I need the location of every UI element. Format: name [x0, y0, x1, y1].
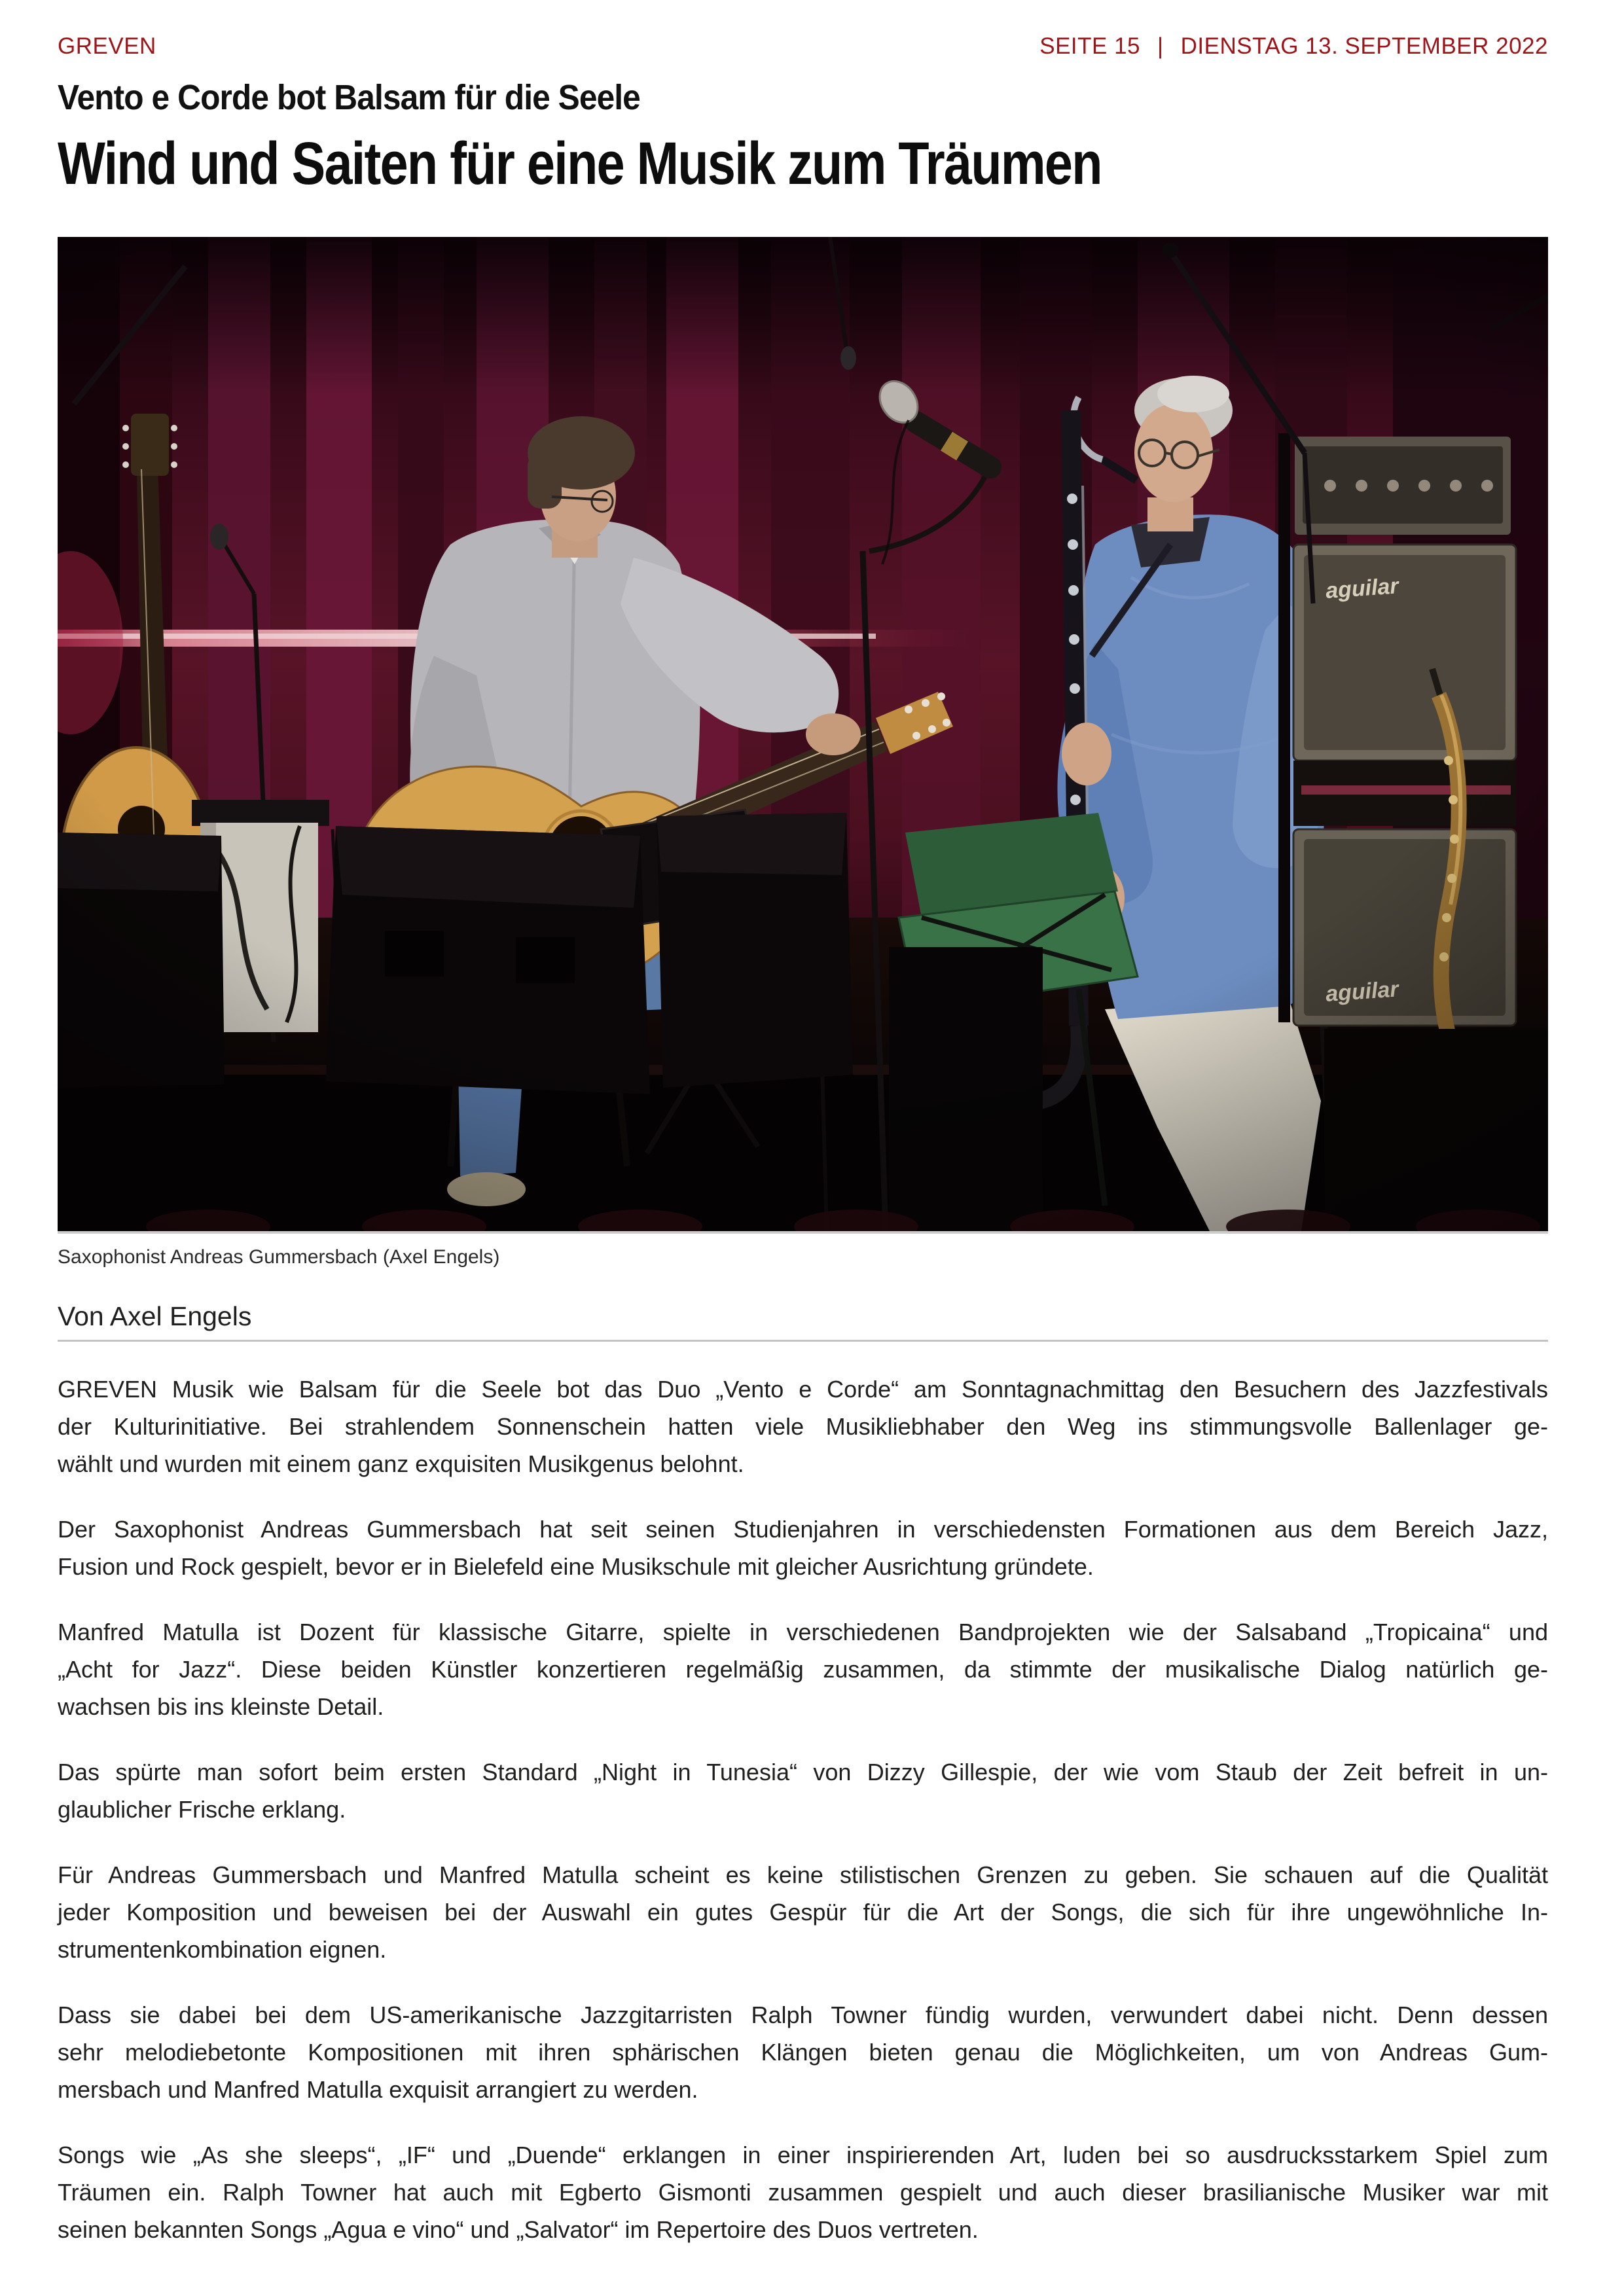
photo-vignette [58, 237, 1548, 1231]
paragraph-line: „Acht for Jazz“. Diese beiden Künstler konzertieren regelmäßig zusammen, da stimmte der musikalische Dialog natürlich ge- [58, 1656, 1548, 1683]
section-label: GREVEN [58, 33, 156, 59]
paragraph-line: Für Andreas Gummersbach und Manfred Matulla scheint es keine stilistischen Grenzen zu geben. Sie schauen auf die Qualität [58, 1861, 1548, 1888]
paragraph [58, 1613, 1548, 1725]
paragraph-line: Manfred Matulla ist Dozent für klassische Gitarre, spielte in verschiedenen Bandprojekten wie der Salsaband „Tropicaina“ und [58, 1619, 1548, 1645]
paragraph-line: Songs wie „As she sleeps“, „IF“ und „Duende“ erklangen in einer inspirierenden Art, luden bei so ausdrucksstarkem Spiel zum [58, 2142, 1548, 2168]
paragraph [58, 1996, 1548, 2108]
paragraph-line: der Kulturinitiative. Bei strahlendem Sonnenschein hatten viele Musikliebhaber den Weg ins stimmungsvolle Ballenlager ge- [58, 1413, 1548, 1440]
paragraph [58, 1511, 1548, 1585]
page-root [58, 0, 1548, 2248]
paragraph-line: glaublicher Frische erklang. [58, 1796, 346, 1823]
paragraph-line: Das spürte man sofort beim ersten Standard „Night in Tunesia“ von Dizzy Gillespie, der wie vom Staub der Zeit befreit in un- [58, 1759, 1548, 1785]
paragraph-line: jeder Komposition und beweisen bei der Auswahl ein gutes Gespür für die Art der Songs, die sich für ihre ungewöhnliche In- [58, 1899, 1548, 1926]
article-body [58, 1371, 1548, 2248]
page-header [58, 0, 1548, 60]
photo-caption: Saxophonist Andreas Gummersbach (Axel Engels) [58, 1246, 500, 1268]
kicker: Vento e Corde bot Balsam für die Seele [58, 78, 640, 117]
page-number-label: SEITE 15 [1039, 33, 1141, 59]
paragraph-line: mersbach und Manfred Matulla exquisit arrangiert zu werden. [58, 2076, 698, 2103]
paragraph-line: seinen bekannten Songs „Agua e vino“ und „Salvator“ im Repertoire des Duos vertreten. [58, 2216, 979, 2243]
paragraph-line: Fusion und Rock gespielt, bevor er in Bielefeld eine Musikschule mit gleicher Ausrichtung gründete. [58, 1553, 1094, 1580]
paragraph-line: Der Saxophonist Andreas Gummersbach hat seit seinen Studienjahren in verschiedensten Formationen aus dem Bereich Jazz, [58, 1516, 1548, 1543]
paragraph-line: sehr melodiebetonte Kompositionen mit ihren sphärischen Klängen bieten genau die Möglichkeiten, um von Andreas Gum- [58, 2039, 1548, 2066]
paragraph-line: strumentenkombination eignen. [58, 1936, 387, 1963]
paragraph-line: Träumen ein. Ralph Towner hat auch mit Egberto Gismonti zusammen gespielt und auch dieser brasilianische Musiker war mit [58, 2179, 1548, 2206]
issue-date: DIENSTAG 13. SEPTEMBER 2022 [1180, 33, 1548, 59]
page-info [1039, 33, 1548, 60]
paragraph [58, 1753, 1548, 1828]
paragraph [58, 2136, 1548, 2248]
article-photo [58, 237, 1548, 1234]
byline: Von Axel Engels [58, 1300, 1548, 1342]
paragraph-line: wachsen bis ins kleinste Detail. [58, 1693, 384, 1720]
paragraph [58, 1856, 1548, 1968]
paragraph-line: Dass sie dabei bei dem US-amerikanische Jazzgitarristen Ralph Towner fündig wurden, verwundert dabei nicht. Denn dessen [58, 2001, 1548, 2028]
paragraph [58, 1371, 1548, 1482]
stage-photo-illustration [58, 237, 1548, 1231]
paragraph-line: wählt und wurden mit einem ganz exquisiten Musikgenus belohnt. [58, 1450, 744, 1477]
separator-bar: | [1157, 33, 1164, 59]
headline: Wind und Saiten für eine Musik zum Träumen [58, 130, 1102, 197]
paragraph-line: GREVEN Musik wie Balsam für die Seele bot das Duo „Vento e Corde“ am Sonntagnachmittag den Besuchern des Jazzfestivals [58, 1376, 1548, 1403]
